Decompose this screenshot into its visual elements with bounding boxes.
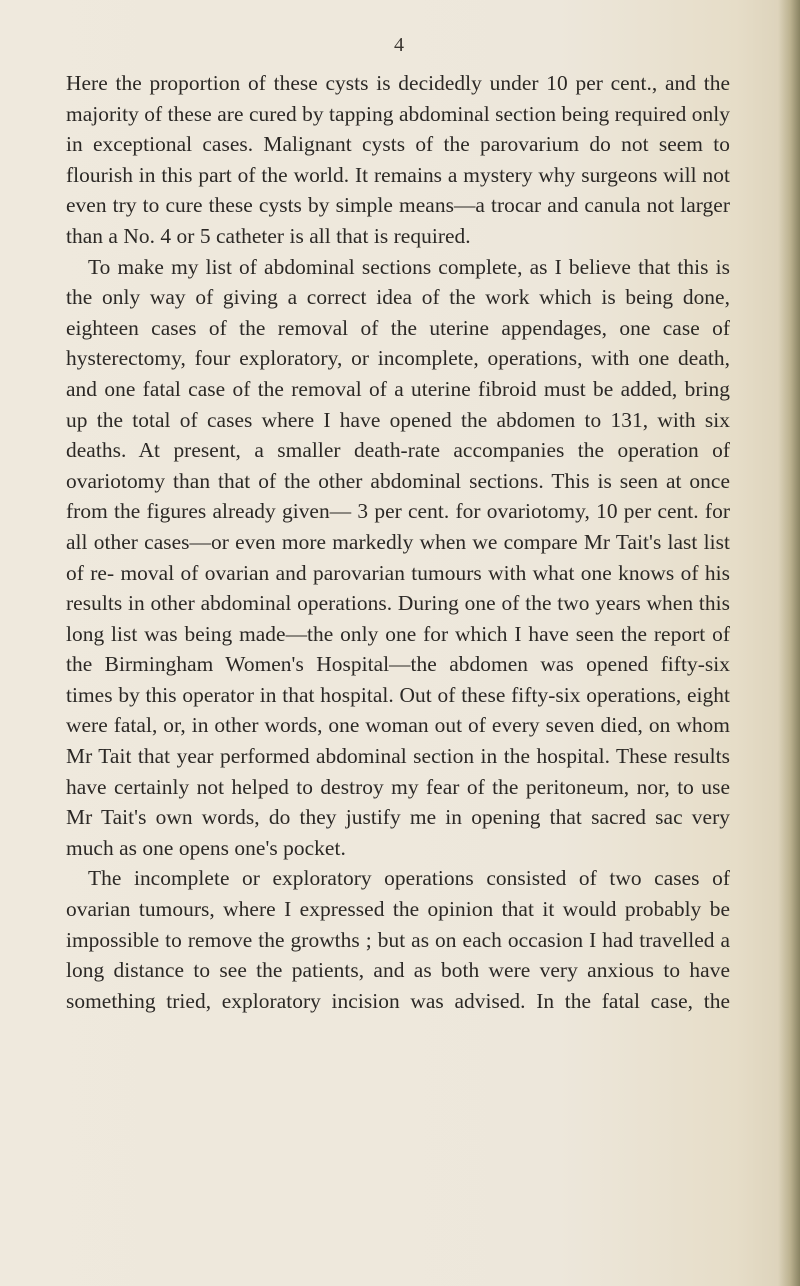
paragraph-3: The incomplete or exploratory operations consisted of two cases of ovarian tumours, where I expressed the opinion that it would probably be impossible to remove the growths ; but as on each occasion I had travelled a long distance to see the patients, and as both were very anxious to have something tried, exploratory incision was advised. In the fatal case, the [66,866,730,1013]
body-text [66,68,730,1016]
page-number: 4 [394,34,404,56]
paragraph-1: Here the proportion of these cysts is decidedly under 10 per cent., and the majority of these are cured by tapping abdominal section being required only in exceptional cases. Malignant cysts of the parovarium do not seem to flourish in this part of the world. It remains a mystery why surgeons will not even try to cure these cysts by simple means—a trocar and canula not larger than a No. 4 or 5 catheter is all that is required. [66,71,730,248]
paragraph-2: To make my list of abdominal sections complete, as I believe that this is the only way of giving a correct idea of the work which is being done, eighteen cases of the removal of the uterine appendages, one case of hysterectomy, four exploratory, or incomplete, operations, with one death, and one fatal case of the removal of a uterine fibroid must be added, bring up the total of cases where I have opened the abdomen to 131, with six deaths. At present, a smaller death-rate accompanies the operation of ovariotomy than that of the other abdominal sections. This is seen at once from the figures already given— 3 per cent. for ovariotomy, 10 per cent. for all other cases—or even more markedly when we compare Mr Tait's last list of re- moval of ovarian and parovarian tumours with what one knows of his results in other abdominal operations. During one of the two years when this long list was being made—the only one for which I have seen the report of the Birmingham Women's Hospital—the abdomen was opened fifty-six times by this operator in that hospital. Out of these fifty-six operations, eight were fatal, or, in other words, one woman out of every seven died, on whom Mr Tait that year performed abdominal section in the hospital. These results have certainly not helped to destroy my fear of the peritoneum, nor, to use Mr Tait's own words, do they justify me in opening that sacred sac very much as one opens one's pocket. [66,254,730,860]
page-edge-shadow [778,0,800,1286]
